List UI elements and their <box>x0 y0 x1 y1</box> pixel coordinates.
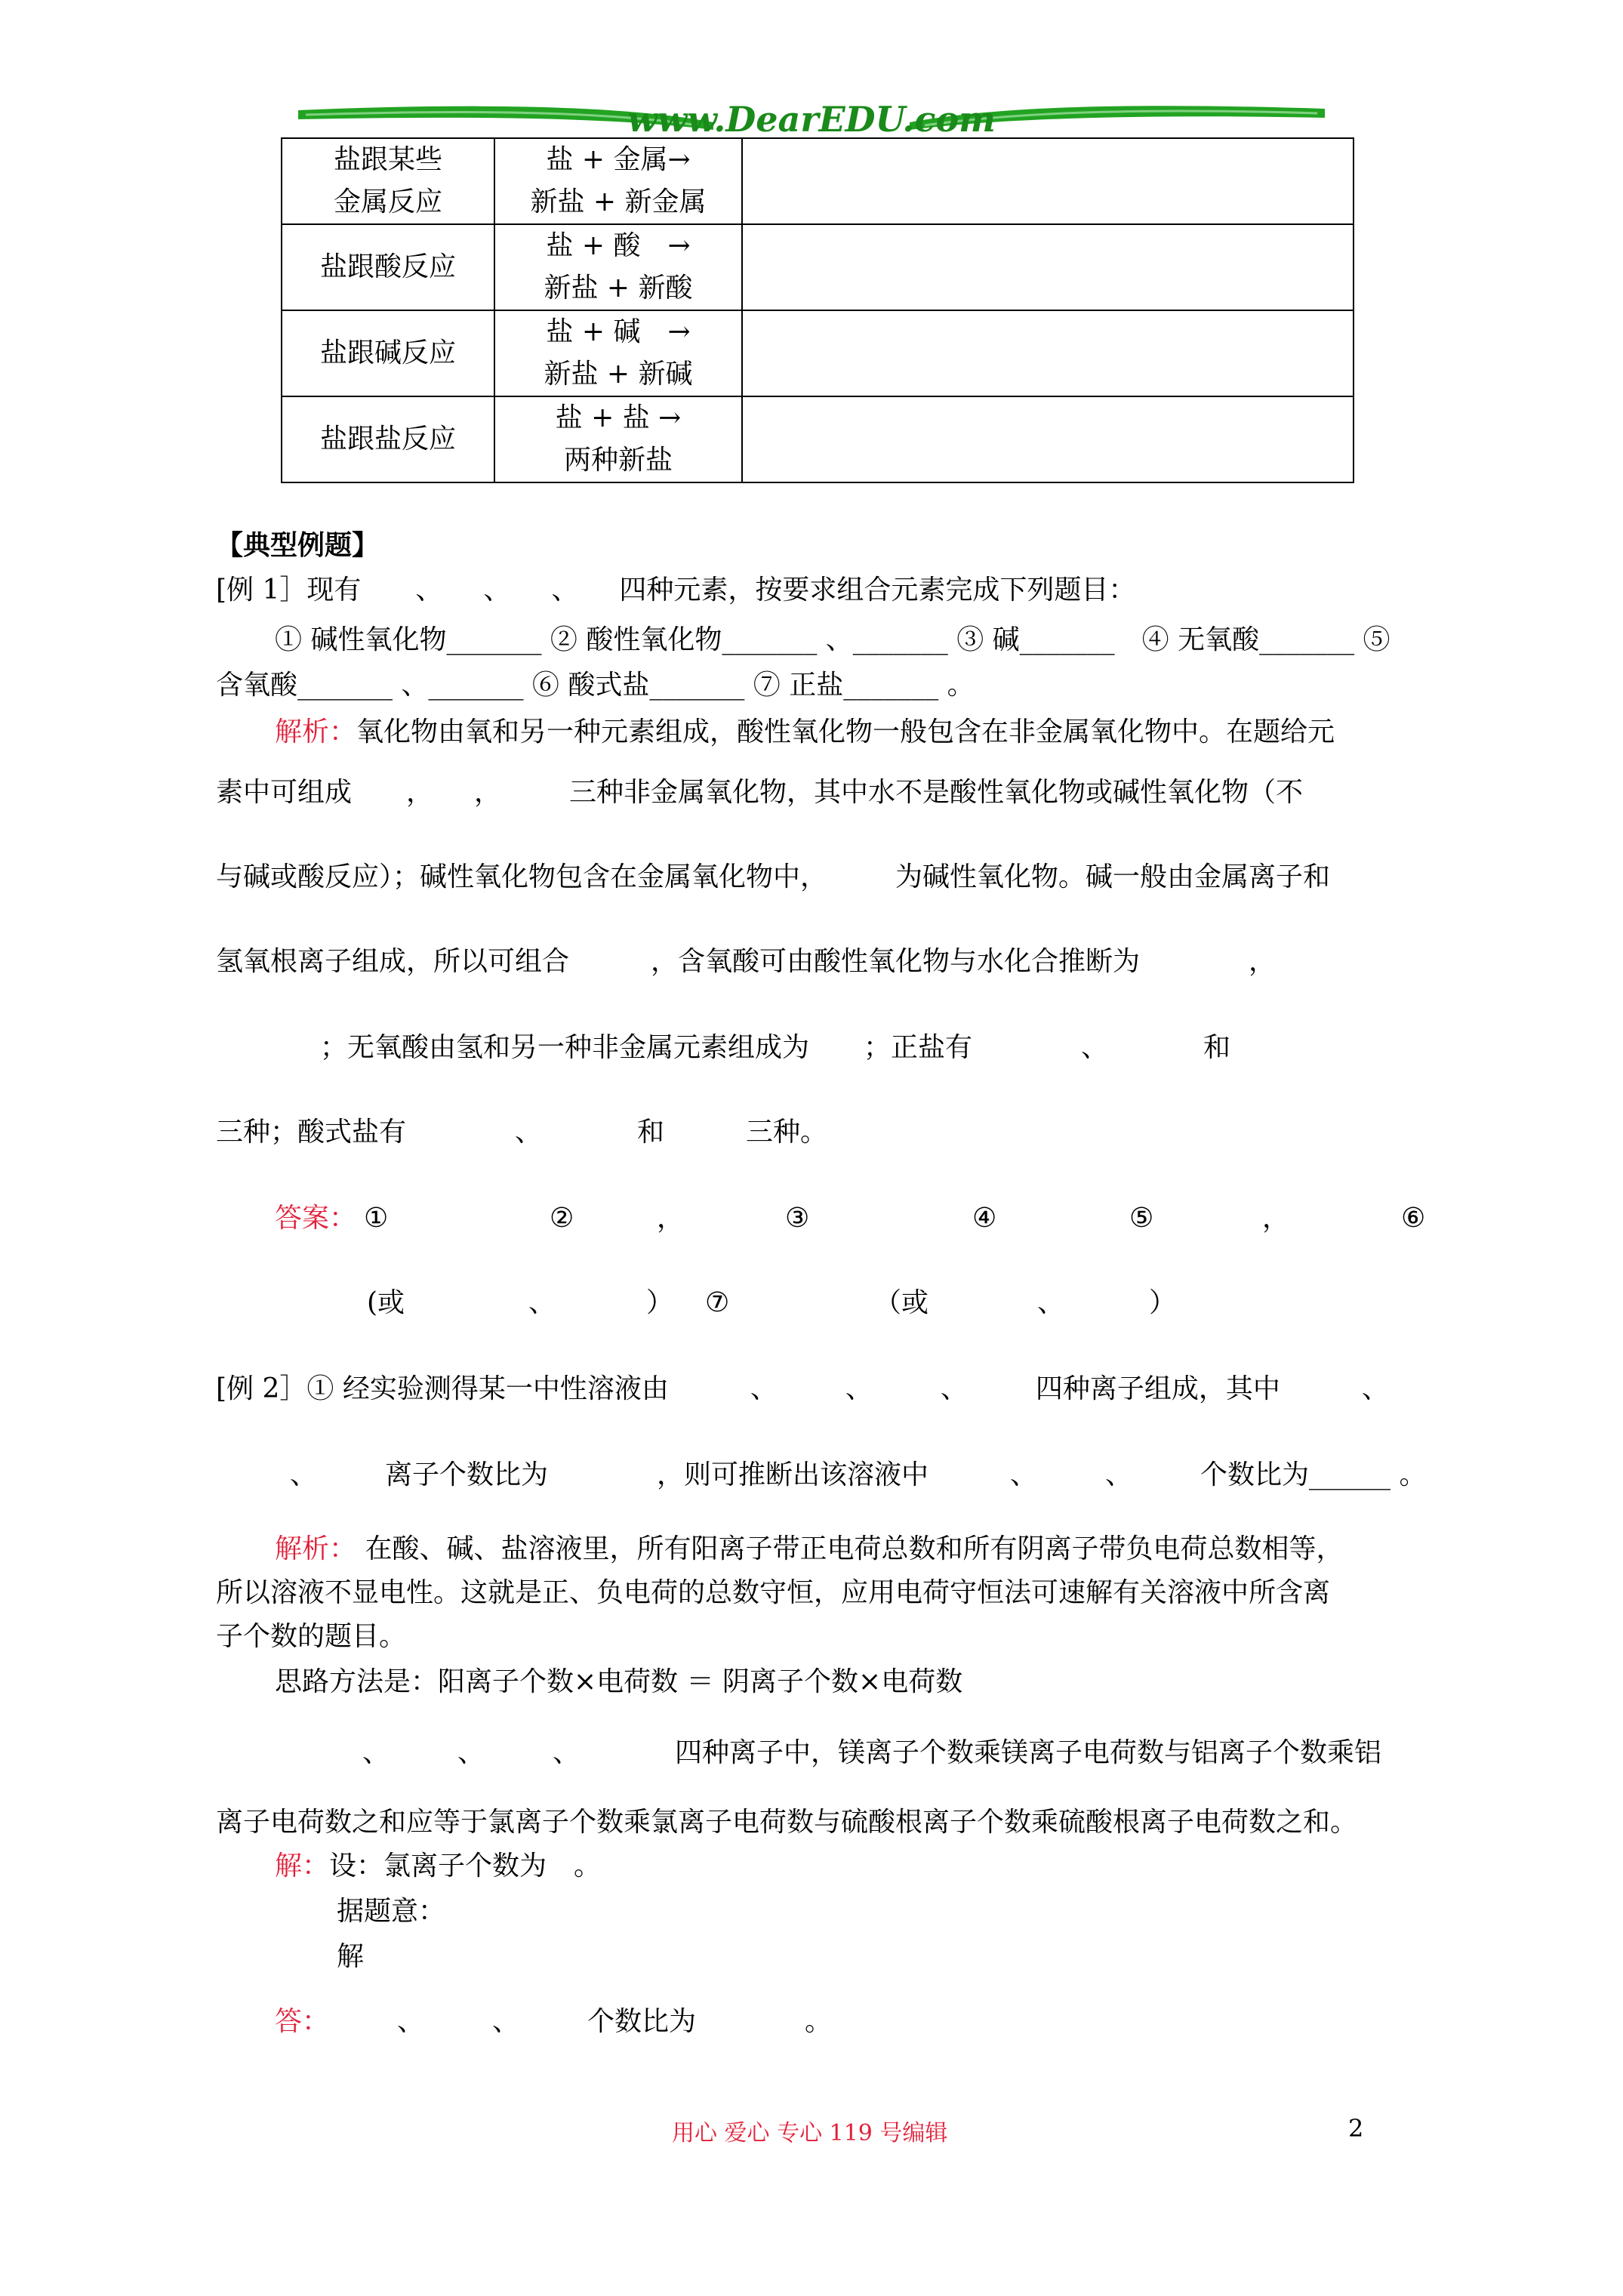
ex2-solve-line: 据题意： <box>337 1896 446 1927</box>
answer-mark: ⑤ <box>1129 1203 1154 1234</box>
answer-text: 、 、 个数比为 。 <box>316 2006 833 2037</box>
answer-mark: ， <box>657 1203 685 1234</box>
answer-mark: ③ <box>785 1203 810 1234</box>
ex2-analysis-line <box>275 1533 1343 1566</box>
cell-text: 新盐 + 新酸 <box>544 273 693 304</box>
cell-text: 盐 + 碱 → <box>546 316 691 347</box>
answer-label: 答： <box>275 2006 316 2037</box>
cell-text: 金属反应 <box>333 186 442 217</box>
ex1-question-line: ① 碱性氧化物_______ ② 酸性氧化物_______ 、_______ ③ 碱_______ ④ 无氧酸_______ ⑤ <box>275 624 1390 655</box>
reaction-example-cell <box>742 396 1354 482</box>
answer-mark: (或 <box>367 1287 405 1318</box>
answer-mark: ⑦ <box>705 1287 730 1318</box>
reaction-example-cell <box>742 138 1354 224</box>
analysis-label: 解析： <box>275 717 357 747</box>
cell-text: 盐跟盐反应 <box>319 424 456 455</box>
cell-text: 盐 + 酸 → <box>546 230 691 261</box>
reaction-table <box>281 137 1354 483</box>
ex2-analysis-line: 所以溶液不显电性。这就是正、负电荷的总数守恒，应用电荷守恒法可速解有关溶液中所含离 <box>216 1577 1331 1608</box>
reaction-name-cell <box>282 310 494 396</box>
table-row <box>282 138 1354 224</box>
cell-text: 盐跟碱反应 <box>319 337 456 368</box>
logo-text: www.DearEDU.com <box>627 99 996 140</box>
reaction-example-cell <box>742 224 1354 310</box>
answer-mark: ② <box>550 1203 574 1234</box>
answer-mark: ， <box>1262 1203 1290 1234</box>
table-row <box>282 224 1354 310</box>
ex2-analysis-line: 子个数的题目。 <box>216 1621 407 1652</box>
cell-text: 盐 + 金属→ <box>546 144 691 175</box>
reaction-formula-cell <box>494 138 742 224</box>
solve-text: 设：氯离子个数为 。 <box>329 1851 602 1881</box>
ex1-answer-label: 答案： <box>275 1203 357 1234</box>
answer-mark: ） <box>646 1287 674 1318</box>
ex1-analysis-line: 素中可组成 ， ， 三种非金属氧化物，其中水不是酸性氧化物或碱性氧化物（不 <box>216 777 1304 808</box>
table-row <box>282 396 1354 482</box>
cell-text: 新盐 + 新碱 <box>544 359 693 390</box>
page-number: 2 <box>1348 2114 1364 2143</box>
cell-text: 新盐 + 新金属 <box>530 186 707 217</box>
footer-slogan: 用心 爱心 专心 119 号编辑 <box>672 2120 948 2147</box>
ex1-analysis-line: ；无氧酸由氢和另一种非金属元素组成为 ；正盐有 、 和 <box>320 1032 1231 1063</box>
ex2-solve-line <box>275 1850 601 1883</box>
reaction-name-cell <box>282 224 494 310</box>
reaction-name-cell <box>282 138 494 224</box>
answer-mark: ① <box>364 1203 389 1234</box>
ex2-question-line: [例 2］① 经实验测得某一中性溶液由 、 、 、 四种离子组成，其中 、 <box>216 1373 1389 1404</box>
ex1-analysis-line: 三种；酸式盐有 、 和 三种。 <box>216 1117 828 1148</box>
ex1-analysis-line: 氢氧根离子组成，所以可组合 ，含氧酸可由酸性氧化物与水化合推断为 ， <box>216 946 1277 977</box>
analysis-label: 解析： <box>275 1533 357 1564</box>
ex2-answer-line <box>275 2005 832 2039</box>
section-title: 【典型例题】 <box>216 529 380 561</box>
reaction-example-cell <box>742 310 1354 396</box>
ex2-solve-line: 解 <box>337 1941 365 1972</box>
answer-mark: 、 <box>528 1287 556 1318</box>
ex2-method-line: 、 、 、 四种离子中，镁离子个数乘镁离子电荷数与铝离子个数乘铝 <box>362 1737 1382 1768</box>
table-row <box>282 310 1354 396</box>
ex1-question-line: 含氧酸_______ 、_______ ⑥ 酸式盐_______ ⑦ 正盐_______ 。 <box>216 670 975 701</box>
analysis-text: 在酸、碱、盐溶液里，所有阳离子带正电荷总数和所有阴离子带负电荷总数相等， <box>356 1533 1344 1564</box>
ex1-analysis-line: 与碱或酸反应）；碱性氧化物包含在金属氧化物中， 为碱性氧化物。碱一般由金属离子和 <box>216 861 1331 892</box>
reaction-name-cell <box>282 396 494 482</box>
reaction-formula-cell <box>494 224 742 310</box>
cell-text: 盐 + 盐 → <box>555 402 682 433</box>
ex2-question-line: 、 离子个数比为 ，则可推断出该溶液中 、 、 个数比为______ 。 <box>290 1459 1427 1490</box>
answer-mark: ④ <box>972 1203 997 1234</box>
cell-text: 盐跟某些 <box>333 144 442 175</box>
reaction-formula-cell <box>494 396 742 482</box>
reaction-formula-cell <box>494 310 742 396</box>
solve-label: 解： <box>275 1851 330 1881</box>
cell-text: 两种新盐 <box>563 445 673 476</box>
ex2-method-line: 离子电荷数之和应等于氯离子个数乘氯离子电荷数与硫酸根离子个数乘硫酸根离子电荷数之和。 <box>216 1807 1358 1838</box>
ex1-analysis-line <box>275 716 1335 749</box>
analysis-text: 氧化物由氧和另一种元素组成，酸性氧化物一般包含在非金属氧化物中。在题给元 <box>356 717 1335 747</box>
answer-mark: 、 <box>1037 1287 1065 1318</box>
cell-text: 盐跟酸反应 <box>319 251 456 282</box>
header-logo <box>291 97 1332 142</box>
ex1-question-line: [例 1］现有 、 、 、 四种元素，按要求组合元素完成下列题目： <box>216 575 1136 606</box>
answer-mark: （或 <box>874 1287 929 1318</box>
ex2-method-line: 思路方法是：阳离子个数×电荷数 ＝ 阴离子个数×电荷数 <box>275 1666 963 1697</box>
answer-mark: ⑥ <box>1401 1203 1426 1234</box>
answer-mark: ） <box>1149 1287 1177 1318</box>
